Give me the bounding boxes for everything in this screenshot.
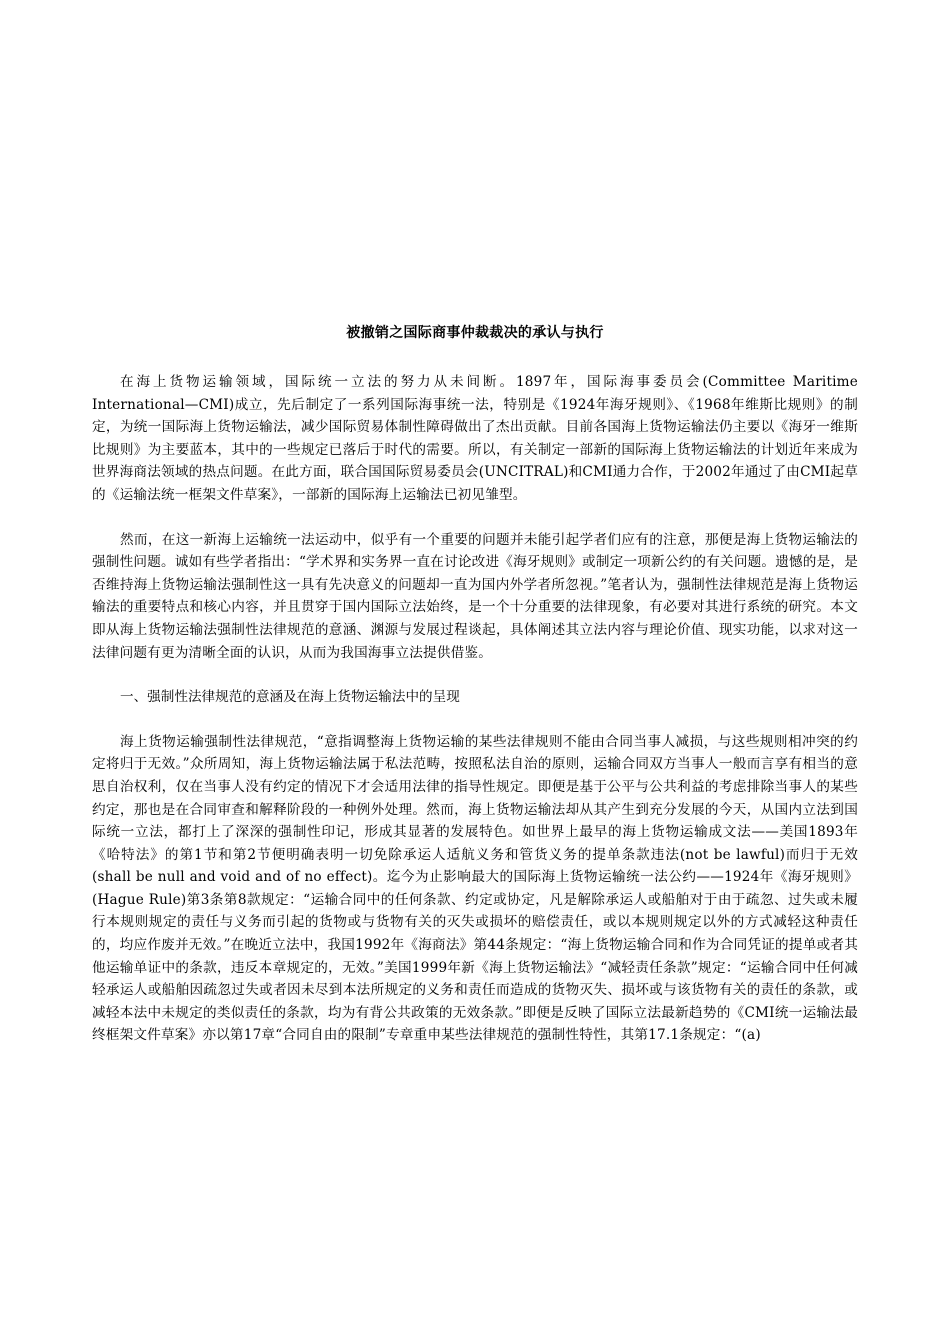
paragraph-intro: 在海上货物运输领域，国际统一立法的努力从未间断。1897年，国际海事委员会(Committee Maritime International—CMI)成立，先后制定了一系列国际海事统一法，特别是《1924年海牙规则》、《1968年维斯比规则》的制定，为统一国际海上货物运输法，减少国际贸易体制性障碍做出了杰出贡献。目前各国海上货物运输法仍主要以《海牙一维斯比规则》为主要蓝本，其中的一些规定已落后于时代的需要。所以，有关制定一部新的国际海上货物运输法的计划近年来成为世界海商法领域的热点问题。在此方面，联合国国际贸易委员会(UNCITRAL)和CMI通力合作，于2002年通过了由CMI起草的《运输法统一框架文件草案》，一部新的国际海上运输法已初见雏型。 <box>92 374 858 503</box>
paragraph-section-body: 海上货物运输强制性法律规范，“意指调整海上货物运输的某些法律规则不能由合同当事人减损，与这些规则相冲突的约定将归于无效。”众所周知，海上货物运输法属于私法范畴，按照私法自治的原则，运输合同双方当事人一般而言享有相当的意思自治权利，仅在当事人没有约定的情况下才会适用法律的指导性规定。即便是基于公平与公共利益的考虑排除当事人的某些约定，那也是在合同审查和解释阶段的一种例外处理。然而，海上货物运输法却从其产生到充分发展的今天，从国内立法到国际统一立法，都打上了深深的强制性印记，形成其显著的发展特色。如世界上最早的海上货物运输成文法——美国1893年《哈特法》的第1节和第2节便明确表明一切免除承运人适航义务和管货义务的提单条款违法(not be lawful)而归于无效(shall be null and void and of no effect)。迄今为止影响最大的国际海上货物运输统一法公约——1924年《海牙规则》(Hague Rule)第3条第8款规定：“运输合同中的任何条款、约定或协定，凡是解除承运人或船舶对于由于疏忽、过失或未履行本规则规定的责任与义务而引起的货物或与货物有关的灭失或损坏的赔偿责任，或以本规则规定以外的方式减轻这种责任的，均应作废并无效。”在晚近立法中，我国1992年《海商法》第44条规定：“海上货物运输合同和作为合同凭证的提单或者其他运输单证中的条款，违反本章规定的，无效。”美国1999年新《海上货物运输法》“减轻责任条款”规定：“运输合同中任何减轻承运人或船舶因疏忽过失或者因未尽到本法所规定的义务和责任而造成的货物灭失、损坏或与该货物有关的责任的条款，或减轻本法中未规定的类似责任的条款，均为有背公共政策的无效条款。”即便是反映了国际立法最新趋势的《CMI统一运输法最终框架文件草案》亦以第17章“合同自由的限制”专章重申某些法律规范的强制性特性，其第17.1条规定：“(a) <box>92 733 858 1044</box>
document-page <box>92 322 858 1069</box>
paragraph-problem: 然而，在这一新海上运输统一法运动中，似乎有一个重要的问题并未能引起学者们应有的注意，那便是海上货物运输法的强制性问题。诚如有些学者指出：“学术界和实务界一直在讨论改进《海牙规则》或制定一项新公约的有关问题。遗憾的是，是否维持海上货物运输法强制性这一具有先决意义的问题却一直为国内外学者所忽视。”笔者认为，强制性法律规范是海上货物运输法的重要特点和核心内容，并且贯穿于国内国际立法始终，是一个十分重要的法律现象，有必要对其进行系统的研究。本文即从海上货物运输法强制性法律规范的意涵、渊源与发展过程谈起，具体阐述其立法内容与理论价值、现实功能，以求对这一法律问题有更为清晰全面的认识，从而为我国海事立法提供借鉴。 <box>92 531 858 661</box>
section-heading: 一、强制性法律规范的意涵及在海上货物运输法中的呈现 <box>120 689 460 706</box>
document-title: 被撤销之国际商事仲裁裁决的承认与执行 <box>346 325 604 341</box>
